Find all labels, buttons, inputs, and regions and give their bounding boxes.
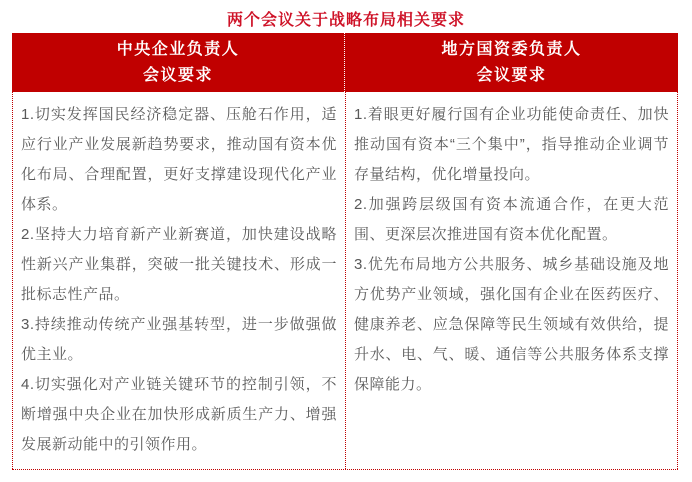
local-requirement-item-2: 2.加强跨层级国有资本流通合作，在更大范围、更深层次推进国有资本优化配置。 — [354, 196, 669, 243]
header-central-line1: 中央企业负责人 — [116, 40, 240, 58]
header-local-sasac — [345, 33, 678, 92]
header-central-enterprises — [12, 33, 345, 92]
table-header-row — [12, 33, 678, 92]
cell-local-sasac — [345, 92, 678, 469]
requirements-table — [12, 33, 678, 470]
table-body-row — [12, 92, 678, 470]
figure-title: 两个会议关于战略布局相关要求 — [226, 12, 465, 29]
header-central-line2: 会议要求 — [142, 66, 213, 84]
local-requirement-item-1: 1.着眼更好履行国有企业功能使命责任、加快推动国有资本“三个集中”，指导推动企业调节存量结构，优化增量投向。 — [354, 106, 669, 183]
header-local-line2: 会议要求 — [476, 66, 547, 84]
local-requirement-item-3: 3.优先布局地方公共服务、城乡基础设施及地方优势产业领域，强化国有企业在医药医疗、健康养老、应急保障等民生领域有效供给，提升水、电、气、暖、通信等公共服务体系支撑保障能力。 — [354, 256, 669, 393]
central-requirement-item-2: 2.坚持大力培育新产业新赛道，加快建设战略性新兴产业集群，突破一批关键技术、形成一批标志性产品。 — [21, 226, 337, 303]
central-requirement-item-1: 1.切实发挥国民经济稳定器、压舱石作用，适应行业产业发展新趋势要求，推动国有资本优化布局、合理配置，更好支撑建设现代化产业体系。 — [21, 106, 337, 213]
cell-central-enterprises — [12, 92, 345, 469]
central-requirement-item-3: 3.持续推动传统产业强基转型，进一步做强做优主业。 — [21, 316, 337, 363]
header-local-line1: 地方国资委负责人 — [441, 40, 582, 58]
central-requirement-item-4: 4.切实强化对产业链关键环节的控制引领，不断增强中央企业在加快形成新质生产力、增强发展新动能中的引领作用。 — [21, 376, 337, 453]
